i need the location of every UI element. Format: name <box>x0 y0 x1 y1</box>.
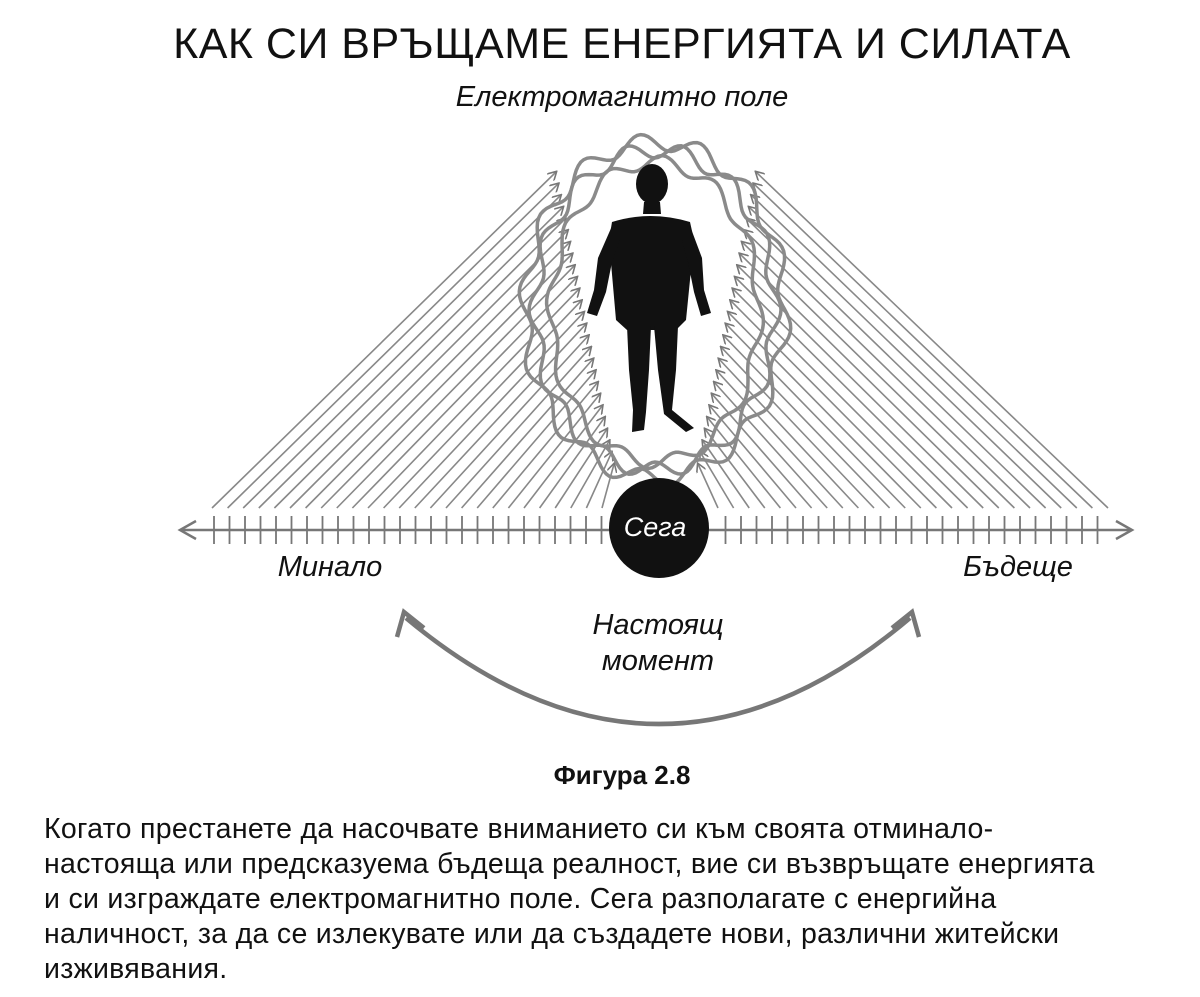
page-title: КАК СИ ВРЪЩАМЕ ЕНЕРГИЯТА И СИЛАТА <box>173 20 1071 68</box>
energy-arrow <box>337 265 575 508</box>
figure-description <box>44 812 1164 987</box>
energy-arrow <box>749 207 1061 508</box>
present-moment-label-line2: момент <box>601 645 715 677</box>
human-silhouette-icon <box>587 164 711 432</box>
energy-arrow <box>735 277 967 508</box>
energy-arrow <box>228 184 559 508</box>
left-energy-arrows <box>212 172 614 508</box>
energy-arrow <box>352 277 576 508</box>
energy-arrow <box>744 230 1030 508</box>
energy-arrow <box>719 359 859 508</box>
figure-caption: Фигура 2.8 <box>553 760 691 790</box>
description-line: настояща или предсказуема бъдеща реалност, вие си възвръщате енергията <box>44 848 1095 880</box>
future-label: Бъдеще <box>963 551 1073 583</box>
description-line: изживявания. <box>44 953 228 985</box>
energy-arrow <box>737 265 983 508</box>
energy-arrow <box>721 347 874 508</box>
description-line: Когато престанете да насочвате вниманието си към своята отминало- <box>44 813 994 845</box>
field-label: Електромагнитно поле <box>455 81 789 113</box>
energy-arrow <box>446 347 591 508</box>
now-circle <box>609 478 709 578</box>
now-label: Сега <box>623 512 687 542</box>
present-moment-label-line1: Настоящ <box>592 609 724 641</box>
energy-arrow <box>742 242 1014 508</box>
energy-arrow <box>703 441 750 508</box>
energy-arrow <box>212 172 556 508</box>
energy-arrow <box>747 219 1046 508</box>
description-line: и си изграждате електромагнитно поле. Сега разполагате с енергийна <box>44 883 997 915</box>
energy-arrow <box>243 195 560 508</box>
description-line: наличност, за да се излекувате или да създадете нови, различни житейски <box>44 918 1060 950</box>
past-label: Минало <box>277 551 383 583</box>
